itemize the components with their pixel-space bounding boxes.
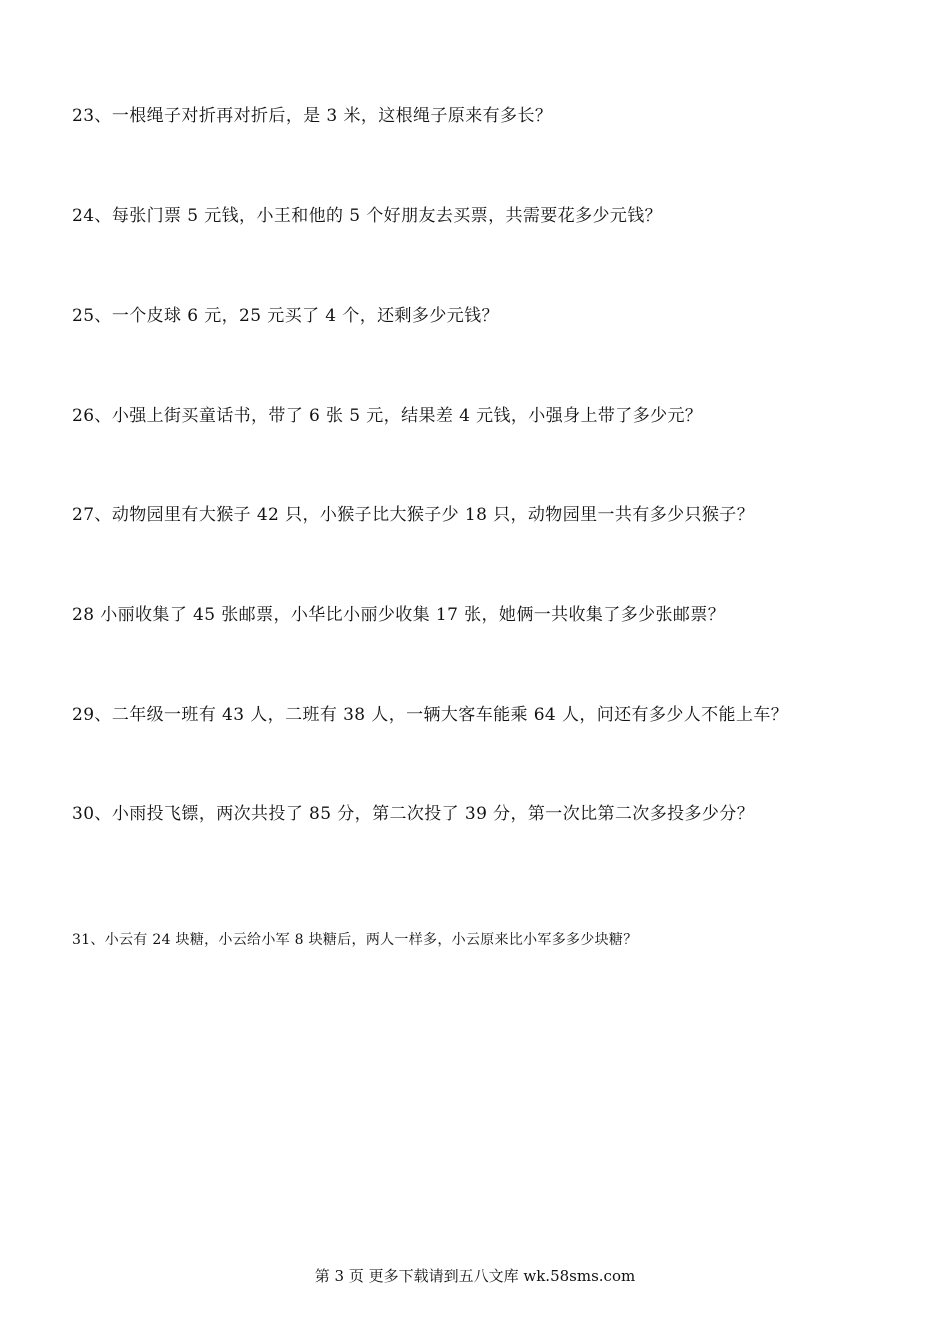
question-23: 23、一根绳子对折再对折后，是 3 米，这根绳子原来有多长？ — [72, 106, 553, 126]
page-footer: 第 3 页 更多下载请到五八文库 wk.58sms.com — [314, 1267, 636, 1285]
question-31: 31、小云有 24 块糖，小云给小军 8 块糖后，两人一样多，小云原来比小军多多少块糖？ — [72, 932, 638, 948]
question-27: 27、动物园里有大猴子 42 只，小猴子比大猴子少 18 只，动物园里一共有多少只猴子？ — [72, 505, 755, 525]
question-28: 28 小丽收集了 45 张邮票，小华比小丽少收集 17 张，她俩一共收集了多少张邮票？ — [72, 605, 726, 625]
question-25: 25、一个皮球 6 元，25 元买了 4 个，还剩多少元钱？ — [72, 306, 499, 326]
question-29: 29、二年级一班有 43 人，二班有 38 人，一辆大客车能乘 64 人，问还有多少人不能上车？ — [72, 705, 789, 725]
question-30: 30、小雨投飞镖，两次共投了 85 分，第二次投了 39 分，第一次比第二次多投多少分？ — [72, 804, 755, 824]
question-24: 24、每张门票 5 元钱，小王和他的 5 个好朋友去买票，共需要花多少元钱？ — [72, 206, 663, 226]
question-26: 26、小强上街买童话书，带了 6 张 5 元，结果差 4 元钱，小强身上带了多少元？ — [72, 406, 703, 426]
